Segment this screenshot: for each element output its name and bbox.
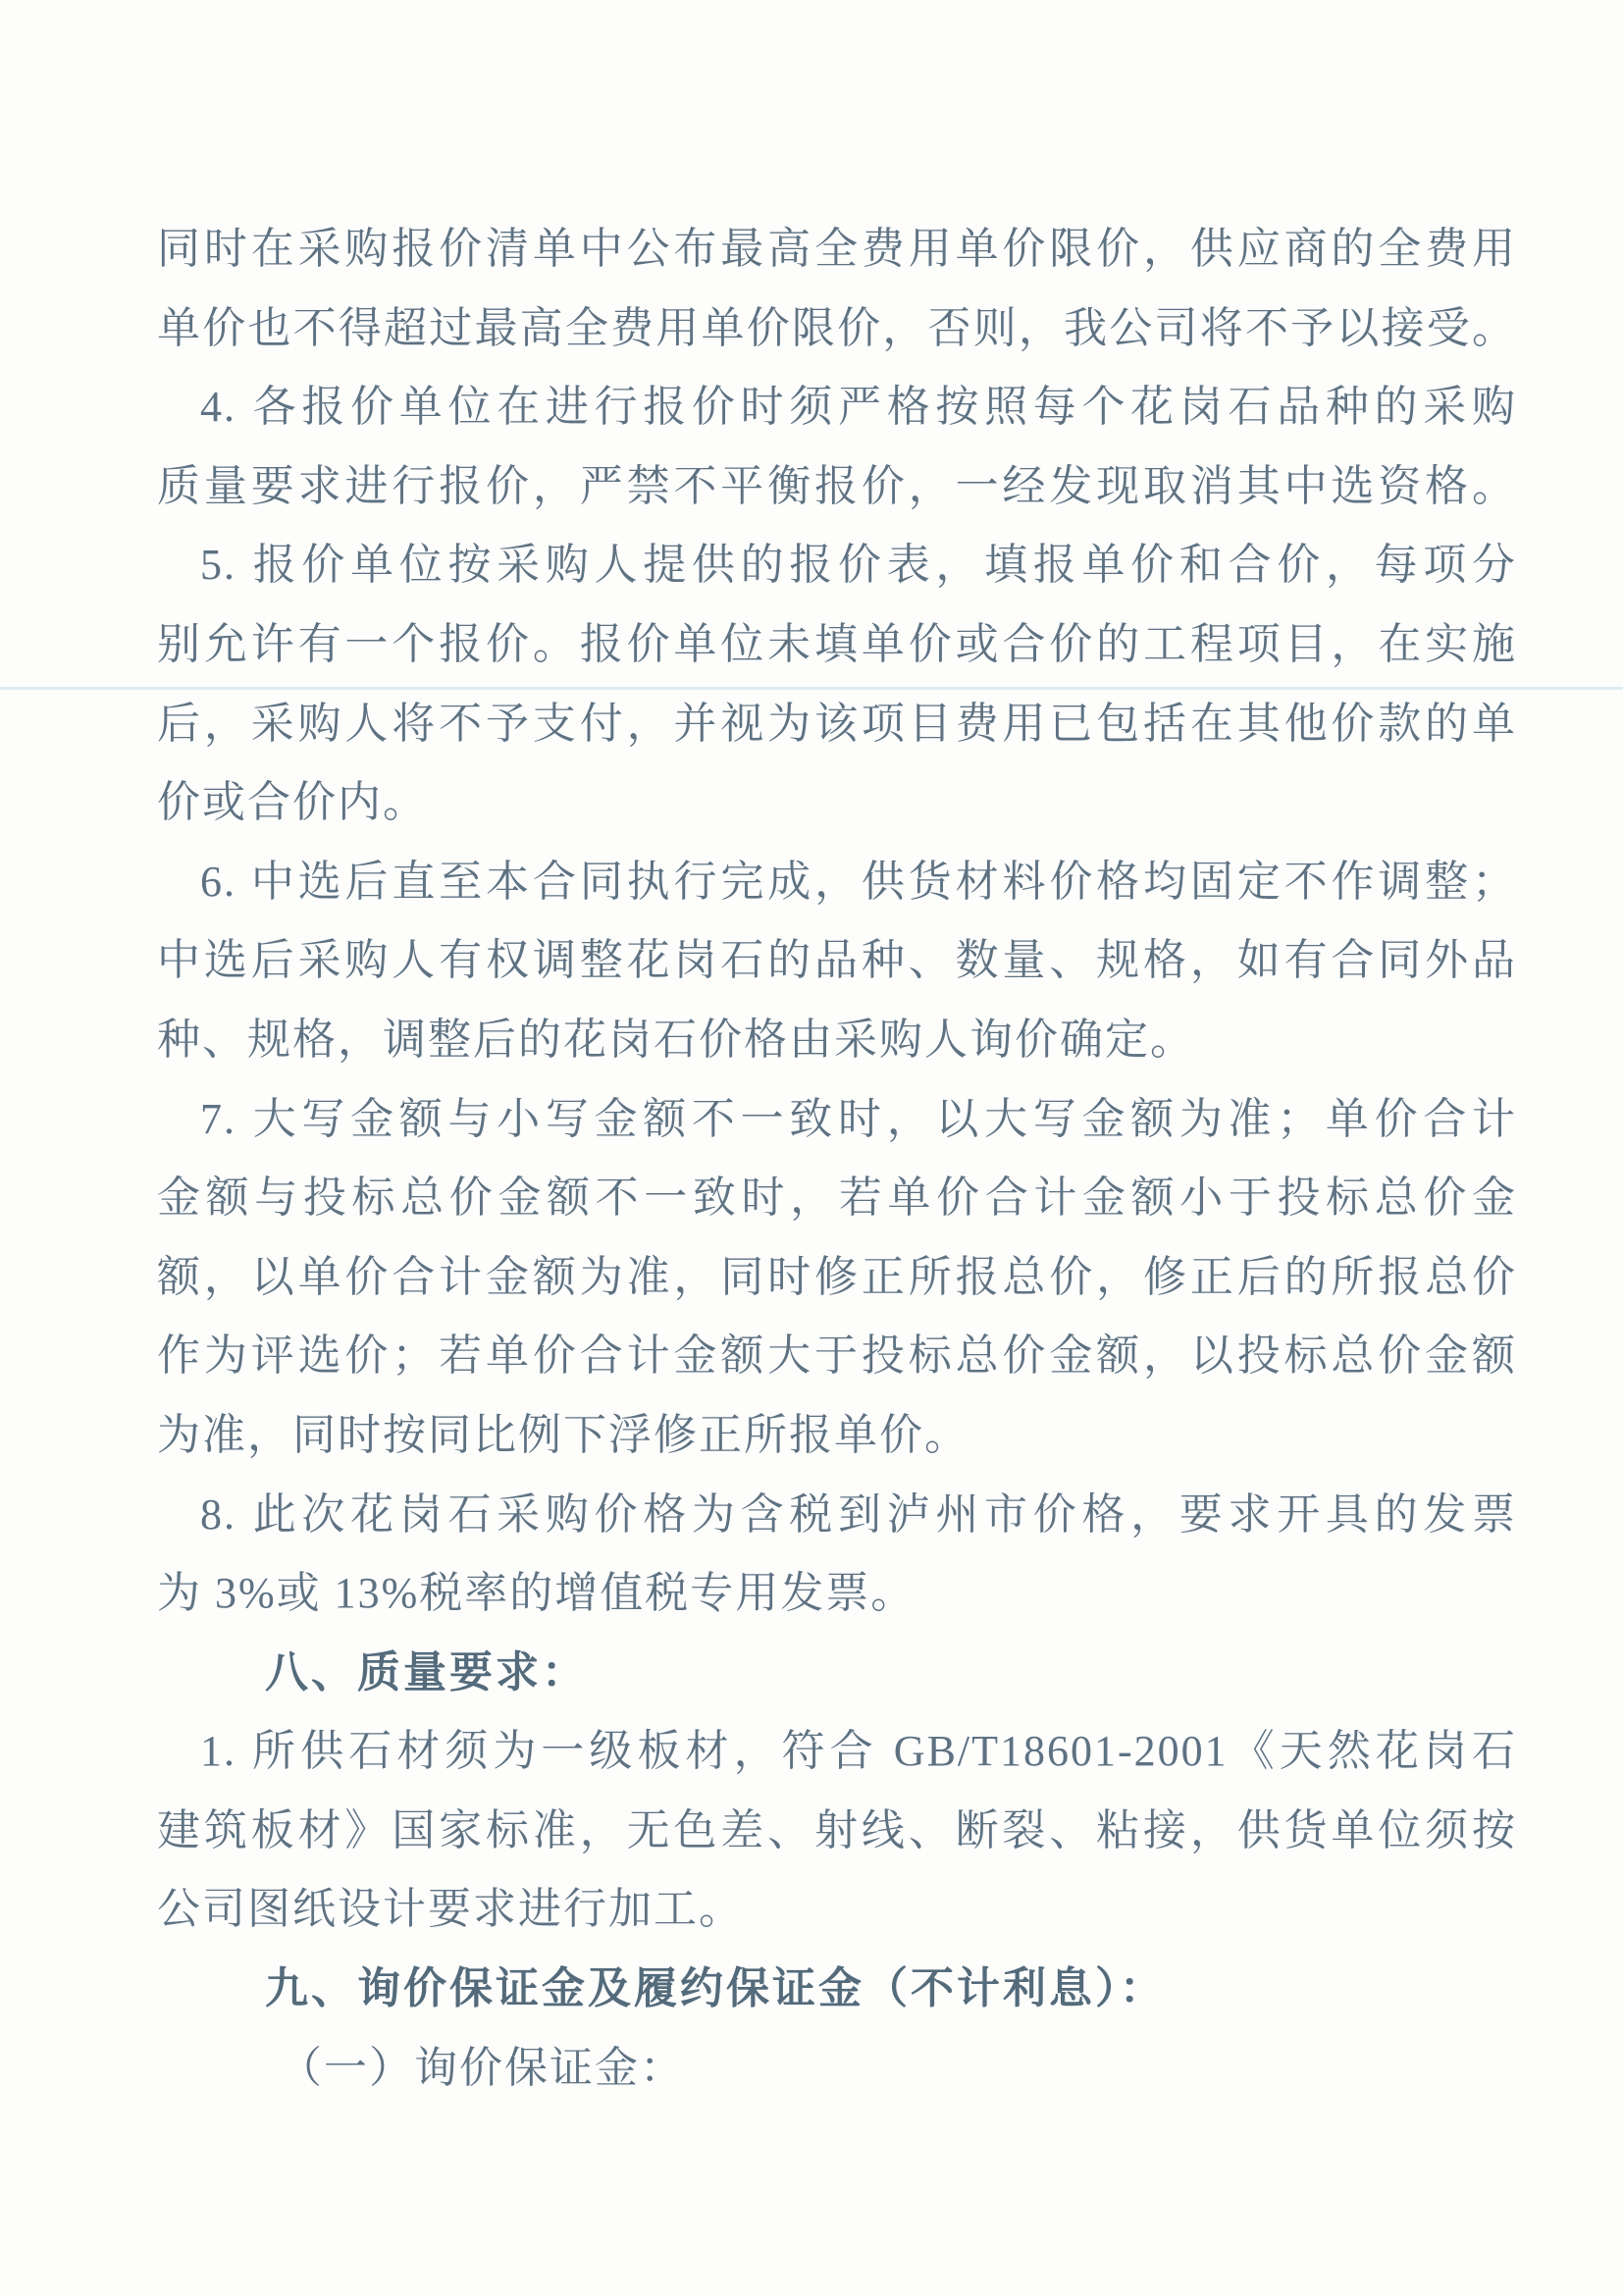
document-text-block	[157, 210, 1517, 2108]
text-line: 中选后采购人有权调整花岗石的品种、数量、规格，如有合同外品	[157, 936, 1517, 985]
text-line: 为准，同时按同比例下浮修正所报单价。	[157, 1410, 969, 1459]
text-line: 种、规格，调整后的花岗石价格由采购人询价确定。	[157, 1015, 1195, 1064]
text-line: 金额与投标总价金额不一致时，若单价合计金额小于投标总价金	[157, 1174, 1517, 1223]
text-line: 7. 大写金额与小写金额不一致时，以大写金额为准；单价合计	[200, 1094, 1517, 1143]
text-line: 单价也不得超过最高全费用单价限价，否则，我公司将不予以接受。	[157, 303, 1517, 352]
text-line: 价或合价内。	[157, 778, 428, 827]
text-line: 公司图纸设计要求进行加工。	[157, 1885, 744, 1934]
text-line: 额，以单价合计金额为准，同时修正所报总价，修正后的所报总价	[157, 1252, 1517, 1301]
section-heading: 九、询价保证金及履约保证金（不计利息）：	[265, 1964, 1166, 2013]
text-line: 后，采购人将不予支付，并视为该项目费用已包括在其他价款的单	[157, 699, 1517, 748]
text-line: 别允许有一个报价。报价单位未填单价或合价的工程项目，在实施	[157, 619, 1517, 668]
text-line: 为 3%或 13%税率的增值税专用发票。	[157, 1569, 916, 1618]
text-line: 6. 中选后直至本合同执行完成，供货材料价格均固定不作调整；	[200, 857, 1517, 906]
text-line: 5. 报价单位按采购人提供的报价表，填报单价和合价，每项分	[200, 541, 1517, 590]
text-line: 8. 此次花岗石采购价格为含税到泸州市价格，要求开具的发票	[200, 1489, 1517, 1539]
text-line: 4. 各报价单位在进行报价时须严格按照每个花岗石品种的采购	[200, 383, 1517, 432]
text-line: 同时在采购报价清单中公布最高全费用单价限价，供应商的全费用	[157, 225, 1517, 273]
section-heading: 八、质量要求：	[265, 1647, 588, 1696]
text-line: 建筑板材》国家标准，无色差、射线、断裂、粘接，供货单位须按	[157, 1805, 1517, 1854]
sub-item-line: （一）询价保证金：	[279, 2043, 685, 2092]
text-line: 质量要求进行报价，严禁不平衡报价，一经发现取消其中选资格。	[157, 461, 1517, 510]
text-line: 作为评选价；若单价合计金额大于投标总价金额，以投标总价金额	[157, 1331, 1517, 1381]
text-line: 1. 所供石材须为一级板材，符合 GB/T18601-2001《天然花岗石	[200, 1727, 1517, 1776]
